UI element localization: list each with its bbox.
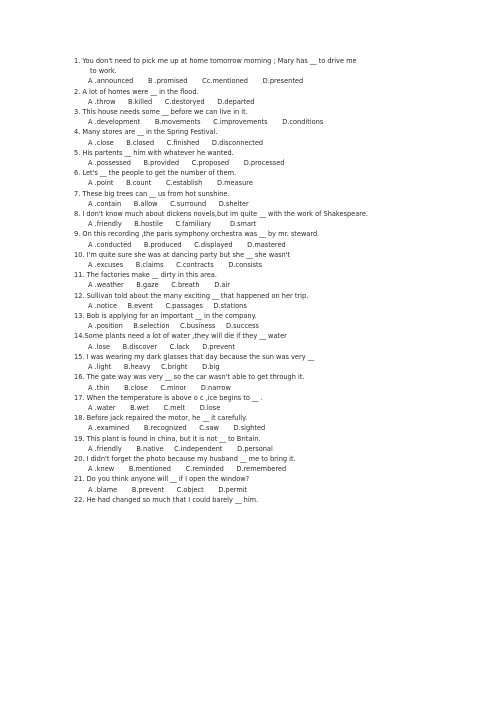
question-list bbox=[74, 56, 434, 505]
question-4 bbox=[74, 127, 434, 147]
question-options: A .friendly B.hostile C.familiary D.smart bbox=[88, 220, 257, 229]
question-options: A .friendly B.native C.independent D.personal bbox=[88, 444, 273, 453]
question-options: A .excuses B.claims C.contracts D.consists bbox=[88, 261, 263, 270]
question-options: A .announced B .promised Cc.mentioned D.presented bbox=[88, 77, 304, 86]
question-options: A .notice B.event C.passages D.stations bbox=[88, 301, 247, 310]
question-16 bbox=[74, 372, 434, 392]
question-options: A .contain B.allow C.surround D.shelter bbox=[88, 199, 249, 208]
question-stem: 10. I'm quite sure she was at dancing party but she __ she wasn't bbox=[74, 250, 291, 259]
question-9 bbox=[74, 229, 434, 249]
question-stem: 12. Sullivan told about the many exciting __ that happened on her trip. bbox=[74, 291, 309, 300]
question-2 bbox=[74, 87, 434, 107]
question-options: A .possessed B.provided C.proposed D.processed bbox=[88, 159, 285, 168]
question-6 bbox=[74, 168, 434, 188]
question-12 bbox=[74, 291, 434, 311]
question-14 bbox=[74, 331, 434, 351]
question-options: A .knew B.mentioned C.reminded D.remembered bbox=[88, 465, 287, 474]
question-options: A .development B.movements C.improvements D.conditions bbox=[88, 118, 324, 127]
question-options: A .lose B.discover C.lack D.prevent bbox=[88, 342, 235, 351]
question-stem: 2. A lot of homes were __ in the flood. bbox=[74, 87, 199, 96]
question-options: A .weather B.gaze C.breath D.air bbox=[88, 281, 230, 290]
question-stem: 21. Do you think anyone will __ if I open the window? bbox=[74, 475, 250, 484]
question-options: A .blame B.prevent C.object D.permit bbox=[88, 485, 248, 494]
question-11 bbox=[74, 270, 434, 290]
question-stem: 15. I was wearing my dark glasses that day because the sun was very __ bbox=[74, 352, 315, 361]
question-stem: 4. Many stores are __ in the Spring Festival. bbox=[74, 128, 218, 137]
question-3 bbox=[74, 107, 434, 127]
question-stem: 8. I don't know much about dickens novels,but im quite __ with the work of Shakespeare. bbox=[74, 210, 369, 219]
question-stem: 20. I didn't forget the photo because my husband __ me to bring it. bbox=[74, 454, 296, 463]
question-options: A .thin B.close C.minor D.narrow bbox=[88, 383, 231, 392]
question-stem: 19. This plant is found in china, but it is not __ to Britain. bbox=[74, 434, 261, 443]
question-8 bbox=[74, 209, 434, 229]
question-1 bbox=[74, 56, 434, 87]
question-stem: 9. On this recording ,the paris symphony orchestra was __ by mr. steward. bbox=[74, 230, 320, 239]
question-21 bbox=[74, 474, 434, 494]
question-options: A .conducted B.produced C.displayed D.mastered bbox=[88, 240, 286, 249]
question-20 bbox=[74, 454, 434, 474]
question-stem: 7. These big trees can __ us from hot sunshine. bbox=[74, 189, 230, 198]
question-10 bbox=[74, 250, 434, 270]
question-15 bbox=[74, 352, 434, 372]
question-options: A .close B.closed C.finished D.disconnected bbox=[88, 138, 264, 147]
question-options: A .water B.wet C.melt D.lose bbox=[88, 403, 221, 412]
question-18 bbox=[74, 413, 434, 433]
question-stem: 22. He had changed so much that I could barely __ him. bbox=[74, 495, 259, 504]
question-5 bbox=[74, 148, 434, 168]
question-13 bbox=[74, 311, 434, 331]
question-stem: 6. Let's __ the people to get the number of them. bbox=[74, 169, 237, 178]
question-stem: 17. When the temperature is above o c ,ice begins to __ . bbox=[74, 393, 263, 402]
question-stem: 14.Some plants need a lot of water ,they will die if they __ water bbox=[74, 332, 287, 341]
question-7 bbox=[74, 189, 434, 209]
question-stem: 3. This house needs some __ before we can live in it. bbox=[74, 108, 248, 117]
question-options: A .throw B.killed C.destoryed D.departed bbox=[88, 97, 255, 106]
question-19 bbox=[74, 434, 434, 454]
question-options: A .examined B.recognized C.saw D.sighted bbox=[88, 424, 266, 433]
question-stem: 11. The factories make __ dirty in this area. bbox=[74, 271, 217, 280]
question-22 bbox=[74, 495, 434, 505]
question-stem: 13. Bob is applying for an important __ in the company. bbox=[74, 312, 257, 321]
question-options: A .position B.selection C.business D.success bbox=[88, 322, 259, 331]
question-17 bbox=[74, 393, 434, 413]
question-stem: 5. His partents __ him with whatever he wanted. bbox=[74, 148, 234, 157]
question-options: A .point B.count C.establish D.measure bbox=[88, 179, 253, 188]
question-stem: 1. You don't need to pick me up at home tomorrow morning ; Mary has __ to drive me to work. bbox=[74, 57, 357, 76]
question-stem: 16. The gate way was very __ so the car wasn't able to get through it. bbox=[74, 373, 305, 382]
question-stem: 18. Before jack repaired the motor, he __ it carefully. bbox=[74, 414, 248, 423]
question-options: A .light B.heavy C.bright D.big bbox=[88, 363, 220, 372]
